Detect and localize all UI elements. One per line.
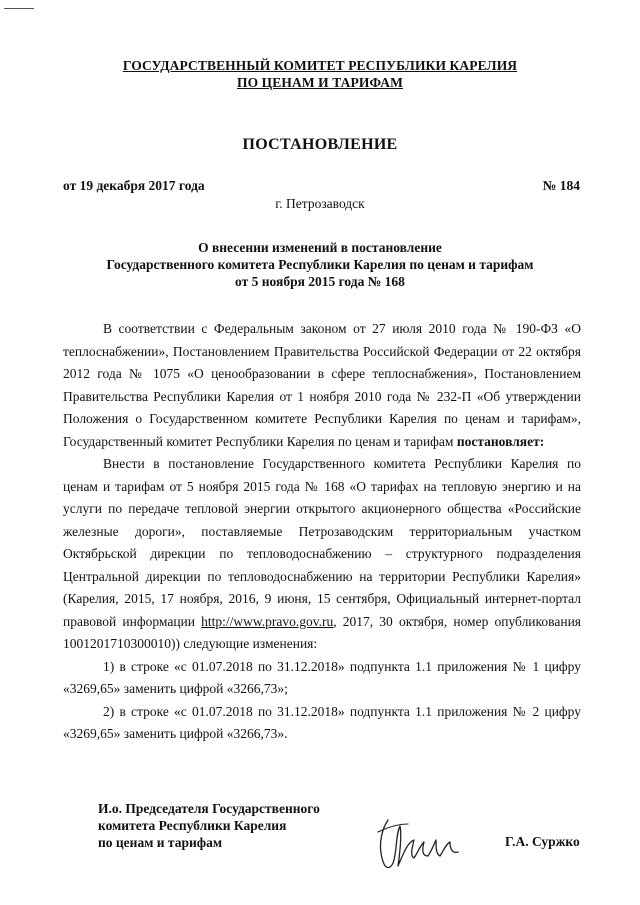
amendment-item-1: 1) в строке «с 01.07.2018 по 31.12.2018» подпункта 1.1 приложения № 1 цифру «3269,65» заменить цифрой «3266,73»; bbox=[63, 658, 581, 696]
document-city: г. Петрозаводск bbox=[275, 196, 365, 211]
paragraph-amendment bbox=[63, 453, 581, 656]
signatory-title-line1: И.о. Председателя Государственного bbox=[98, 801, 320, 816]
document-type: ПОСТАНОВЛЕНИЕ bbox=[242, 136, 398, 153]
signatory-title-line2: комитета Республики Карелия bbox=[98, 818, 287, 833]
signatory-title bbox=[98, 800, 320, 851]
paragraph-preamble bbox=[63, 318, 581, 453]
pravo-link[interactable]: http://www.pravo.gov.ru bbox=[201, 613, 334, 629]
document-body bbox=[63, 318, 581, 746]
amendment-text: Внести в постановление Государственного комитета Республики Карелия по ценам и тарифам от 5 ноября 2015 года № 168 «О тарифах на тепловую энергию и на услуги по передаче тепловой энергии открытого акционерного общества «Российские железные дороги», поставляемые Петрозаводским территориальным участком Октябрьской дирекции по тепловодоснабжению – структурного подразделения Центральной дирекции по тепловодоснабжению на территории Республики Карелия» (Карелия, 2015, 17 ноября, 2016, 9 июня, 15 сентября, Официальный интернет-портал правовой информации bbox=[63, 456, 581, 629]
subject-line1: О внесении изменений в постановление bbox=[198, 240, 442, 255]
signatory-title-line3: по ценам и тарифам bbox=[98, 835, 223, 850]
document-date: от 19 декабря 2017 года bbox=[63, 178, 205, 193]
amendment-item-2: 2) в строке «с 01.07.2018 по 31.12.2018» подпункта 1.1 приложения № 2 цифру «3269,65» заменить цифрой «3266,73». bbox=[63, 703, 581, 741]
subject-line3: от 5 ноября 2015 года № 168 bbox=[235, 274, 405, 289]
amendment-tail: , 2017, 30 октября, номер опубликования 1001201710300010)) следующие изменения: bbox=[63, 613, 581, 651]
handwritten-signature bbox=[374, 812, 466, 876]
org-name-line1: ГОСУДАРСТВЕННЫЙ КОМИТЕТ РЕСПУБЛИКИ КАРЕЛИЯ bbox=[122, 58, 518, 73]
preamble-text: В соответствии с Федеральным законом от 27 июля 2010 года № 190-ФЗ «О теплоснабжении», Постановлением Правительства Российской Федерации от 22 октября 2012 года № 1075 «О ценообразовании в сфере теплоснабжения», Постановлением Правительства Республики Карелия от 1 ноября 2010 года № 232-П «Об утверждении Положения о Государственном комитете Республики Карелия по ценам и тарифам», Государственный комитет Республики Карелия по ценам и тарифам bbox=[63, 321, 581, 449]
document-number: № 184 bbox=[542, 178, 580, 193]
org-name-line2: ПО ЦЕНАМ И ТАРИФАМ bbox=[237, 75, 403, 90]
scan-edge-mark bbox=[4, 8, 34, 9]
subject-line2: Государственного комитета Республики Карелия по ценам и тарифам bbox=[106, 257, 534, 272]
signatory-name: Г.А. Суржко bbox=[505, 834, 580, 849]
resolves-keyword: постановляет: bbox=[456, 433, 545, 449]
